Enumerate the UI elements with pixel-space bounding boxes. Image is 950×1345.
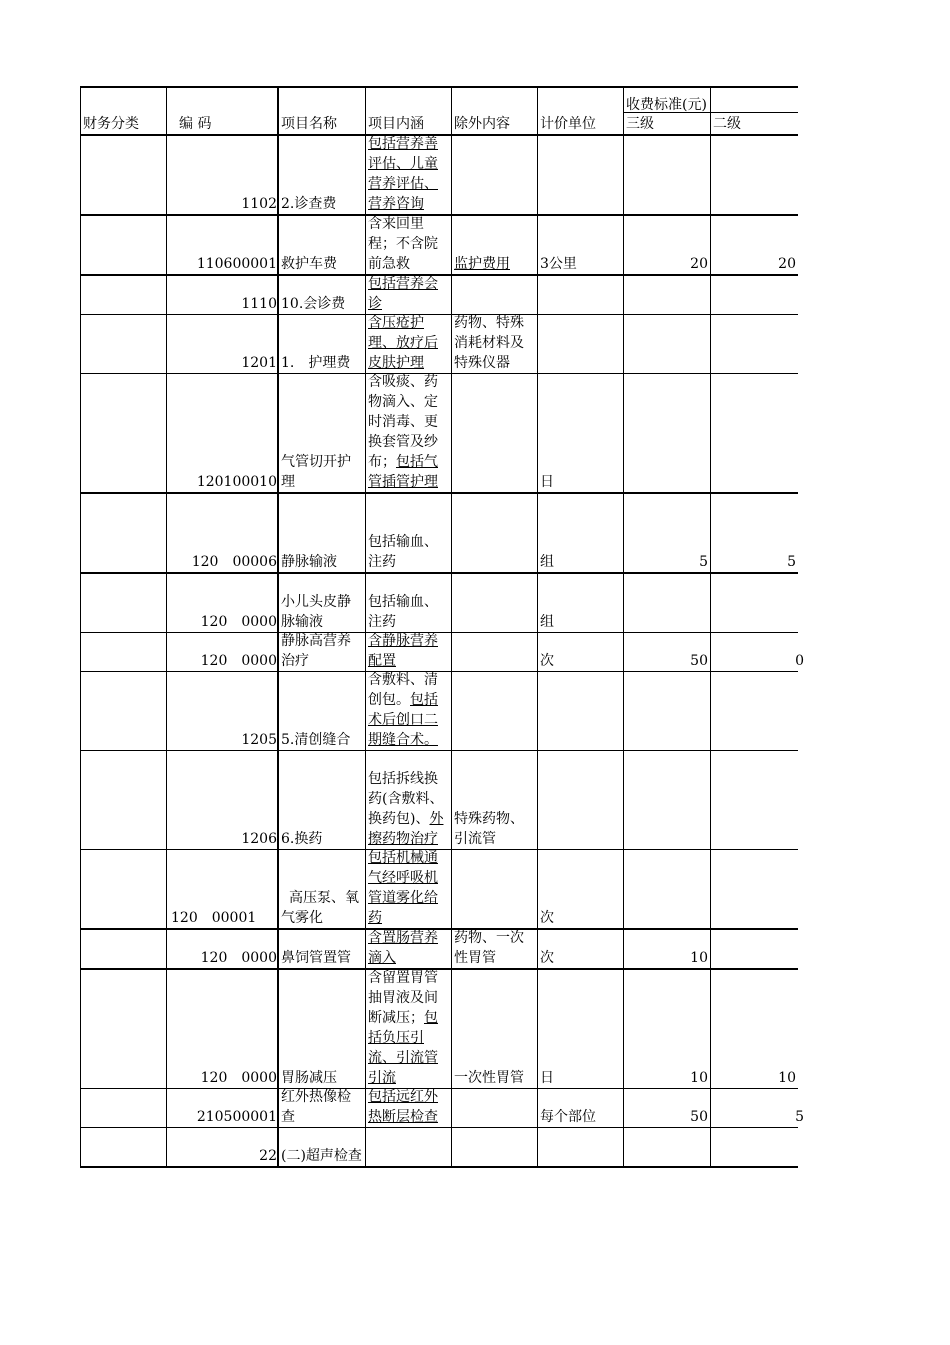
cell-content: 含静脉营养配置 — [366, 633, 452, 671]
cell-l3: 5 — [624, 494, 711, 572]
cell-l2: 10 — [778, 1070, 796, 1086]
table-row — [80, 374, 798, 494]
cell-l2 — [711, 136, 798, 214]
table-row — [80, 276, 798, 315]
cell-unit — [538, 751, 624, 849]
cell-name: 鼻饲管置管 — [279, 930, 366, 968]
header-caiwu: 财务分类 — [80, 88, 167, 134]
cell-caiwu — [80, 276, 167, 314]
header-mingcheng: 项目名称 — [279, 88, 366, 134]
cell-code: 120 00006 — [167, 494, 279, 572]
cell-code: 210500001 — [167, 1089, 279, 1127]
cell-unit: 次 — [538, 633, 624, 671]
cell-l3 — [624, 276, 711, 314]
cell-excl — [452, 1089, 538, 1127]
cell-code: 1110 — [167, 276, 279, 314]
cell-l2 — [711, 672, 798, 750]
cell-l3 — [624, 315, 711, 373]
cell-l2: 5 — [795, 1109, 804, 1125]
cell-name: 静脉高营养治疗 — [279, 633, 366, 671]
cell-caiwu — [80, 216, 167, 274]
cell-name: 5.清创缝合 — [279, 672, 366, 750]
cell-unit: 每个部位 — [538, 1089, 624, 1127]
cell-caiwu — [80, 1089, 167, 1127]
cell-code: 120100010 — [167, 374, 279, 492]
cell-unit: 日 — [538, 970, 624, 1088]
cell-content: 含吸痰、药物滴入、定时消毒、更换套管及纱布；包括气管插管护理 — [366, 374, 452, 492]
cell-l2 — [711, 276, 798, 314]
cell-unit — [538, 276, 624, 314]
cell-code: 120 0000 — [167, 970, 279, 1088]
cell-name: 6.换药 — [279, 751, 366, 849]
cell-excl — [452, 850, 538, 928]
cell-code: 22 — [167, 1128, 279, 1166]
cell-content: 包括拆线换药(含敷料、换药包)、外擦药物治疗 — [366, 751, 452, 849]
cell-unit: 次 — [538, 850, 624, 928]
header-biaozhun: 收费标准(元) — [626, 97, 707, 113]
cell-name: (二)超声检查 — [279, 1128, 366, 1166]
cell-l3: 50 — [624, 633, 711, 671]
cell-l3 — [624, 672, 711, 750]
cell-l2 — [711, 315, 798, 373]
cell-caiwu — [80, 315, 167, 373]
cell-l3: 50 — [624, 1089, 711, 1127]
cell-excl — [452, 374, 538, 492]
cell-content — [366, 1128, 452, 1166]
cell-name: 2.诊查费 — [279, 136, 366, 214]
cell-unit: 3公里 — [538, 216, 624, 274]
table-row — [80, 315, 798, 374]
cell-code: 1206 — [167, 751, 279, 849]
header-row — [80, 86, 798, 136]
header-sanji: 收费标准(元) 三级 — [624, 88, 711, 134]
cell-l2: 0 — [795, 653, 804, 669]
cell-code: 1205 — [167, 672, 279, 750]
cell-content: 含留置胃管抽胃液及间断减压；包括负压引流、引流管引流 — [366, 970, 452, 1088]
cell-content: 含压疮护理、放疗后皮肤护理 — [366, 315, 452, 373]
cell-excl: 特殊药物、引流管 — [452, 751, 538, 849]
cell-caiwu — [80, 494, 167, 572]
cell-unit — [538, 136, 624, 214]
table-row — [80, 850, 798, 930]
cell-code: 120 0000 — [167, 930, 279, 968]
cell-excl — [452, 494, 538, 572]
cell-excl — [452, 276, 538, 314]
cell-name: 静脉输液 — [279, 494, 366, 572]
cell-code: 120 0000 — [167, 574, 279, 632]
cell-excl — [452, 574, 538, 632]
table-row — [80, 216, 798, 276]
cell-name: 小儿头皮静脉输液 — [279, 574, 366, 632]
table-row — [80, 574, 798, 633]
cell-code: 1201 — [167, 315, 279, 373]
cell-unit — [538, 315, 624, 373]
cell-name: 气管切开护理 — [279, 374, 366, 492]
header-neihan: 项目内涵 — [366, 88, 452, 134]
cell-l2 — [711, 374, 798, 492]
cell-l2 — [711, 850, 798, 928]
cell-l3: 10 — [624, 970, 711, 1088]
cell-unit: 日 — [538, 374, 624, 492]
cell-l3 — [624, 751, 711, 849]
table-row — [80, 672, 798, 751]
cell-excl — [452, 136, 538, 214]
cell-name: 10.会诊费 — [279, 276, 366, 314]
cell-content: 含置肠营养滴入 — [366, 930, 452, 968]
table-row — [80, 1128, 798, 1168]
table-row — [80, 633, 804, 672]
cell-l3: 20 — [624, 216, 711, 274]
cell-caiwu — [80, 970, 167, 1088]
cell-name: 高压泵、氧气雾化 — [279, 850, 366, 928]
cell-excl — [452, 1128, 538, 1166]
cell-name: 1. 护理费 — [279, 315, 366, 373]
cell-l2: 5 — [787, 554, 796, 570]
cell-l3 — [624, 1128, 711, 1166]
cell-excl: 一次性胃管 — [452, 970, 538, 1088]
cell-excl — [452, 633, 538, 671]
cell-excl: 药物、特殊消耗材料及特殊仪器 — [452, 315, 538, 373]
cell-content: 包括机械通气经呼吸机管道雾化给药 — [366, 850, 452, 928]
cell-content: 包括远红外热断层检查 — [366, 1089, 452, 1127]
cell-l2 — [711, 1128, 798, 1166]
table-row — [80, 136, 798, 216]
cell-name: 红外热像检查 — [279, 1089, 366, 1127]
cell-caiwu — [80, 751, 167, 849]
cell-content: 包括营养善评估、儿童营养评估、营养咨询 — [366, 136, 452, 214]
cell-caiwu — [80, 136, 167, 214]
cell-caiwu — [80, 672, 167, 750]
cell-unit: 组 — [538, 494, 624, 572]
table-row — [80, 494, 798, 574]
header-chuwai: 除外内容 — [452, 88, 538, 134]
cell-l3 — [624, 850, 711, 928]
cell-l3 — [624, 574, 711, 632]
cell-excl: 药物、一次性胃管 — [452, 930, 538, 968]
cell-caiwu — [80, 633, 167, 671]
cell-caiwu — [80, 574, 167, 632]
cell-excl: 监护费用 — [452, 216, 538, 274]
cell-caiwu — [80, 374, 167, 492]
header-bianma: 编 码 — [167, 88, 279, 134]
header-danwei: 计价单位 — [538, 88, 624, 134]
cell-l2 — [711, 930, 798, 968]
cell-code: 120 00001 — [167, 850, 279, 928]
cell-l2 — [711, 751, 798, 849]
cell-unit: 组 — [538, 574, 624, 632]
fee-table — [80, 86, 804, 1168]
cell-unit: 次 — [538, 930, 624, 968]
cell-l3: 10 — [624, 930, 711, 968]
cell-content: 包括营养会诊 — [366, 276, 452, 314]
cell-l2 — [711, 574, 798, 632]
cell-content: 含来回里程；不含院前急救 — [366, 216, 452, 274]
cell-code: 1102 — [167, 136, 279, 214]
cell-name: 救护车费 — [279, 216, 366, 274]
cell-caiwu — [80, 1128, 167, 1166]
cell-l2: 20 — [778, 256, 796, 272]
table-row — [80, 751, 798, 850]
cell-l3 — [624, 136, 711, 214]
table-row — [80, 930, 798, 970]
cell-excl — [452, 672, 538, 750]
cell-content: 包括输血、注药 — [366, 574, 452, 632]
table-row — [80, 970, 798, 1089]
table-row — [80, 1089, 804, 1128]
cell-unit — [538, 672, 624, 750]
cell-content: 含敷料、清创包。包括术后创口二期缝合术。 — [366, 672, 452, 750]
cell-name: 胃肠减压 — [279, 970, 366, 1088]
cell-caiwu — [80, 930, 167, 968]
cell-l3 — [624, 374, 711, 492]
cell-caiwu — [80, 850, 167, 928]
cell-code: 120 0000 — [167, 633, 279, 671]
cell-content: 包括输血、注药 — [366, 494, 452, 572]
header-erji: 二级 — [713, 116, 741, 132]
cell-code: 110600001 — [167, 216, 279, 274]
cell-unit — [538, 1128, 624, 1166]
